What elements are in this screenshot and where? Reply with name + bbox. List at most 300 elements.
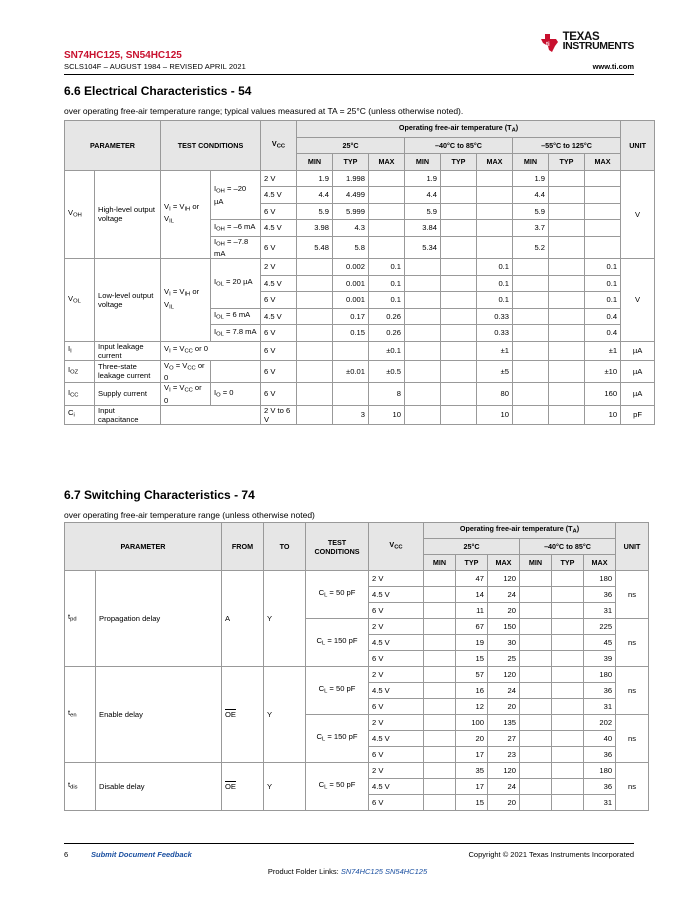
spec-value <box>424 667 456 683</box>
vcc-value: 6 V <box>261 383 297 406</box>
spec-value: 0.26 <box>369 308 405 325</box>
text: Low-level output voltage <box>98 290 154 309</box>
spec-value <box>477 203 513 220</box>
text: TEST CONDITIONS <box>314 537 360 556</box>
spec-value <box>297 292 333 309</box>
spec-value <box>477 187 513 204</box>
text: I <box>214 310 217 319</box>
spec-value <box>520 603 552 619</box>
table-row <box>65 383 655 406</box>
spec-value <box>520 571 552 587</box>
spec-value: 135 <box>488 715 520 731</box>
spec-value: 4.4 <box>297 187 333 204</box>
text: MIN <box>307 157 322 167</box>
text: C <box>318 684 325 694</box>
text: I <box>214 221 217 231</box>
col-temp-range <box>297 137 405 154</box>
vcc-value: 6 V <box>369 795 424 811</box>
page-number: 6 <box>64 850 69 859</box>
unit-value: ns <box>616 571 649 619</box>
spec-value <box>552 779 584 795</box>
text: = 0 <box>220 387 234 397</box>
text: Supply current <box>98 389 147 399</box>
spec-value: 1.998 <box>333 170 369 187</box>
test-condition-current <box>211 259 261 309</box>
spec-value: 5.9 <box>513 203 549 220</box>
param-name <box>95 259 161 342</box>
spec-value <box>441 341 477 360</box>
subscript: OH <box>73 212 82 219</box>
text: I <box>214 326 217 336</box>
spec-value: 0.15 <box>333 325 369 342</box>
col-min <box>424 555 456 571</box>
test-condition-input <box>161 259 211 342</box>
vcc-value: 6 V <box>261 292 297 309</box>
param-symbol <box>65 667 96 763</box>
spec-value: 36 <box>584 587 616 603</box>
text: 25°C <box>342 140 359 150</box>
from-pin <box>222 667 264 763</box>
vcc-value: 2 V <box>369 763 424 779</box>
col-max <box>584 555 616 571</box>
text: Operating free-air temperature (T <box>398 122 512 132</box>
spec-value <box>369 187 405 204</box>
spec-value: 5.34 <box>405 236 441 259</box>
spec-value: 31 <box>584 795 616 811</box>
test-condition-current <box>211 325 261 342</box>
spec-value <box>441 236 477 259</box>
spec-value: 14 <box>456 587 488 603</box>
spec-value: 0.1 <box>585 259 621 276</box>
spec-value <box>333 341 369 360</box>
subscript: OL <box>216 281 224 288</box>
spec-value <box>441 203 477 220</box>
spec-value: 5.9 <box>297 203 333 220</box>
vcc-value: 6 V <box>369 603 424 619</box>
spec-value <box>441 383 477 406</box>
text: or 0 <box>164 383 202 405</box>
section-desc-electrical: over operating free-air temperature range; typical values measured at TA = 25°C (unless otherwise noted). <box>64 106 464 116</box>
spec-value <box>552 587 584 603</box>
spec-value <box>424 651 456 667</box>
spec-value <box>552 763 584 779</box>
text: PARAMETER <box>90 140 135 150</box>
table-row <box>65 341 655 360</box>
text: or 0 <box>164 360 205 382</box>
spec-value: 40 <box>584 731 616 747</box>
spec-value <box>405 341 441 360</box>
spec-value: 11 <box>456 603 488 619</box>
text: Propagation delay <box>99 614 161 623</box>
spec-value: 0.1 <box>477 275 513 292</box>
col-vcc <box>261 121 297 171</box>
text: MAX <box>486 157 503 167</box>
spec-value <box>552 619 584 635</box>
spec-value: 0.1 <box>369 275 405 292</box>
spec-value <box>441 220 477 237</box>
spec-value <box>297 259 333 276</box>
table-row <box>65 360 655 383</box>
param-symbol <box>65 763 96 811</box>
text: = 6 mA <box>223 310 251 319</box>
text: V <box>164 383 170 392</box>
text: = –7.8 mA <box>214 236 249 258</box>
section-title-electrical: 6.6 Electrical Characteristics - 54 <box>64 84 252 98</box>
unit-value: µA <box>621 360 655 383</box>
submit-feedback-link[interactable]: Submit Document Feedback <box>91 850 192 859</box>
text: MAX <box>495 558 512 567</box>
subscript: OH <box>216 241 225 247</box>
spec-value <box>520 651 552 667</box>
document-revision-line: SCLS104F – AUGUST 1984 – REVISED APRIL 2021 <box>64 62 246 71</box>
text: = V <box>173 360 188 370</box>
param-symbol <box>65 383 95 406</box>
subscript: IH <box>184 291 191 298</box>
spec-value: 57 <box>456 667 488 683</box>
subscript: OH <box>216 188 225 195</box>
spec-value: 180 <box>584 667 616 683</box>
spec-value <box>552 635 584 651</box>
spec-value <box>405 405 441 424</box>
spec-value <box>520 635 552 651</box>
spec-value <box>369 220 405 237</box>
spec-value <box>513 325 549 342</box>
text: V <box>68 293 74 303</box>
param-name <box>95 405 161 424</box>
text: = –6 mA <box>224 221 256 231</box>
spec-value <box>297 405 333 424</box>
spec-value: 45 <box>584 635 616 651</box>
spec-value: 24 <box>488 587 520 603</box>
text: TYP <box>560 558 575 567</box>
param-symbol <box>65 259 95 342</box>
spec-value: 120 <box>488 763 520 779</box>
test-condition-current <box>211 220 261 237</box>
spec-value <box>297 341 333 360</box>
spec-value: 31 <box>584 603 616 619</box>
spec-value: 120 <box>488 571 520 587</box>
spec-value: 5.2 <box>513 236 549 259</box>
spec-value: 0.1 <box>477 259 513 276</box>
text: V <box>68 208 74 217</box>
vcc-value: 2 V <box>369 667 424 683</box>
texas-instruments-logo <box>540 33 634 53</box>
table-row <box>65 405 655 424</box>
param-name <box>95 170 161 259</box>
vcc-value: 4.5 V <box>369 731 424 747</box>
col-vcc <box>369 523 424 571</box>
param-symbol <box>65 360 95 383</box>
text: 25°C <box>463 542 480 551</box>
spec-value <box>477 170 513 187</box>
footer-rule <box>64 843 634 844</box>
text: = 50 pF <box>327 588 356 598</box>
spec-value: 180 <box>584 763 616 779</box>
text: MAX <box>594 157 611 167</box>
spec-value: 0.1 <box>585 275 621 292</box>
unit-value: ns <box>616 763 649 811</box>
spec-value: ±0.5 <box>369 360 405 383</box>
section-desc-switching: over operating free-air temperature range (unless otherwise noted) <box>64 510 315 520</box>
spec-value <box>424 587 456 603</box>
subscript: i <box>73 412 75 419</box>
param-symbol <box>65 170 95 259</box>
subscript: IL <box>169 218 174 225</box>
subscript: OL <box>216 314 224 321</box>
spec-value <box>424 747 456 763</box>
spec-value <box>549 275 585 292</box>
vcc-value: 6 V <box>261 203 297 220</box>
spec-value <box>369 236 405 259</box>
product-links[interactable]: SN74HC125 SN54HC125 <box>340 867 428 876</box>
param-name <box>96 763 222 811</box>
from-pin <box>222 571 264 667</box>
subscript: I <box>169 348 171 355</box>
spec-value <box>297 383 333 406</box>
param-symbol <box>65 341 95 360</box>
spec-value <box>585 170 621 187</box>
subscript: O <box>169 365 174 371</box>
spec-value <box>424 731 456 747</box>
col-max <box>488 555 520 571</box>
col-from <box>222 523 264 571</box>
subscript: dis <box>70 784 78 791</box>
spec-value: 4.4 <box>405 187 441 204</box>
col-min <box>520 555 552 571</box>
vcc-value: 4.5 V <box>369 635 424 651</box>
param-name <box>96 571 222 667</box>
spec-value: 3.98 <box>297 220 333 237</box>
subscript: IH <box>184 206 191 213</box>
text: t <box>68 708 71 718</box>
spec-value: 5.48 <box>297 236 333 259</box>
spec-value: ±10 <box>585 360 621 383</box>
spec-value <box>585 203 621 220</box>
spec-value: 0.33 <box>477 325 513 342</box>
test-condition-input <box>161 360 211 383</box>
spec-value: 47 <box>456 571 488 587</box>
col-temp-range <box>513 137 621 154</box>
to-pin: Y <box>264 571 306 667</box>
section-title-switching: 6.7 Switching Characteristics - 74 <box>64 488 255 502</box>
spec-value: 17 <box>456 747 488 763</box>
text: I <box>68 365 71 374</box>
spec-value: 12 <box>456 699 488 715</box>
text: C <box>68 408 74 418</box>
subscript: en <box>70 712 77 719</box>
spec-value: 0.4 <box>585 325 621 342</box>
text: MIN <box>523 157 538 167</box>
unit-value: µA <box>621 383 655 406</box>
spec-value: 4.3 <box>333 220 369 237</box>
spec-value <box>405 292 441 309</box>
subscript: O <box>216 392 221 398</box>
spec-value <box>520 779 552 795</box>
vcc-value: 4.5 V <box>369 779 424 795</box>
empty-cell <box>211 360 261 383</box>
spec-value: 3 <box>333 405 369 424</box>
spec-value: 8 <box>369 383 405 406</box>
unit-value: ns <box>616 667 649 715</box>
spec-value <box>552 667 584 683</box>
spec-value <box>520 731 552 747</box>
spec-value: 20 <box>456 731 488 747</box>
load-condition <box>306 571 369 619</box>
subscript: L <box>324 688 328 695</box>
ti-website-link[interactable]: www.ti.com <box>592 62 634 71</box>
text: or V <box>164 201 200 224</box>
spec-value <box>441 259 477 276</box>
spec-value <box>441 325 477 342</box>
spec-value <box>552 715 584 731</box>
text: TO <box>279 542 290 551</box>
spec-value <box>549 203 585 220</box>
spec-value <box>549 383 585 406</box>
spec-value <box>520 715 552 731</box>
text: PARAMETER <box>120 542 166 551</box>
text: TYP <box>451 157 466 167</box>
spec-value <box>513 308 549 325</box>
switching-characteristics-table <box>64 522 649 811</box>
param-name <box>95 383 161 406</box>
text: V <box>389 540 395 550</box>
col-typ <box>441 154 477 171</box>
header-row <box>65 523 649 539</box>
spec-value: 0.1 <box>477 292 513 309</box>
unit-value: µA <box>621 341 655 360</box>
text: C <box>316 636 322 646</box>
text: = V <box>170 201 185 211</box>
spec-value <box>369 170 405 187</box>
spec-value <box>549 170 585 187</box>
spec-value: 20 <box>488 699 520 715</box>
spec-value <box>520 763 552 779</box>
spec-value <box>552 683 584 699</box>
spec-value: 17 <box>456 779 488 795</box>
spec-value <box>405 325 441 342</box>
subscript: L <box>324 592 328 599</box>
spec-value: 15 <box>456 795 488 811</box>
subscript: L <box>324 784 328 791</box>
spec-value: 10 <box>477 405 513 424</box>
spec-value: 202 <box>584 715 616 731</box>
spec-value: 30 <box>488 635 520 651</box>
text: High-level output voltage <box>98 205 155 224</box>
load-condition <box>306 667 369 715</box>
spec-value: 80 <box>477 383 513 406</box>
text: TYP <box>559 157 574 167</box>
subscript: OZ <box>70 369 79 376</box>
spec-value: 20 <box>488 795 520 811</box>
spec-value <box>297 360 333 383</box>
spec-value <box>552 651 584 667</box>
spec-value <box>520 795 552 811</box>
col-typ <box>456 555 488 571</box>
subscript: CC <box>184 387 193 394</box>
col-test-conditions <box>306 523 369 571</box>
spec-value <box>405 308 441 325</box>
spec-value: 120 <box>488 667 520 683</box>
col-unit <box>616 523 649 571</box>
spec-value <box>297 325 333 342</box>
spec-value <box>549 292 585 309</box>
spec-value <box>552 795 584 811</box>
load-condition <box>306 763 369 811</box>
spec-value: 4.499 <box>333 187 369 204</box>
spec-value <box>405 360 441 383</box>
vcc-value: 2 V <box>369 619 424 635</box>
col-min <box>405 154 441 171</box>
spec-value: 5.999 <box>333 203 369 220</box>
spec-value: 20 <box>488 603 520 619</box>
spec-value <box>585 187 621 204</box>
text: or 0 <box>192 344 209 354</box>
col-typ <box>549 154 585 171</box>
subscript: L <box>321 736 326 743</box>
spec-value <box>424 635 456 651</box>
table-row <box>65 259 655 276</box>
text: TYP <box>464 558 479 567</box>
subscript: A <box>572 528 577 535</box>
product-folder-links <box>0 867 695 876</box>
spec-value <box>424 699 456 715</box>
spec-value <box>552 603 584 619</box>
spec-value: ±1 <box>585 341 621 360</box>
spec-value <box>424 619 456 635</box>
spec-value <box>441 405 477 424</box>
col-operating-temp <box>424 523 616 539</box>
subscript: CC <box>187 365 196 371</box>
spec-value: 15 <box>456 651 488 667</box>
col-temp-range <box>520 539 616 555</box>
vcc-value: 2 V to 6 V <box>261 405 297 424</box>
text: = 150 pF <box>325 732 358 742</box>
text: V <box>271 139 277 148</box>
spec-value <box>549 405 585 424</box>
unit-value: pF <box>621 405 655 424</box>
header-row <box>65 121 655 138</box>
spec-value: 0.1 <box>369 259 405 276</box>
spec-value <box>369 203 405 220</box>
document-part-number: SN74HC125, SN54HC125 <box>64 50 182 61</box>
spec-value: 67 <box>456 619 488 635</box>
load-condition <box>306 619 369 667</box>
spec-value: 100 <box>456 715 488 731</box>
text: Three-state leakage current <box>98 362 151 381</box>
text: C <box>318 588 325 598</box>
col-temp-range <box>424 539 520 555</box>
load-condition <box>306 715 369 763</box>
unit-value: V <box>621 170 655 259</box>
col-temp-range <box>405 137 513 154</box>
vcc-value: 6 V <box>261 325 297 342</box>
vcc-value: 4.5 V <box>261 187 297 204</box>
unit-value: ns <box>616 619 649 667</box>
text: UNIT <box>623 542 641 551</box>
product-links-label: Product Folder Links: <box>267 867 341 876</box>
text: = 50 pF <box>327 780 356 790</box>
spec-value: 0.4 <box>585 308 621 325</box>
spec-value: ±0.01 <box>333 360 369 383</box>
text: = V <box>170 344 185 354</box>
text: V <box>164 360 170 370</box>
spec-value <box>405 259 441 276</box>
subscript: I <box>70 348 72 355</box>
spec-value <box>441 292 477 309</box>
spec-value: 1.9 <box>513 170 549 187</box>
spec-value: 27 <box>488 731 520 747</box>
text: –55°C to 125°C <box>541 140 592 150</box>
